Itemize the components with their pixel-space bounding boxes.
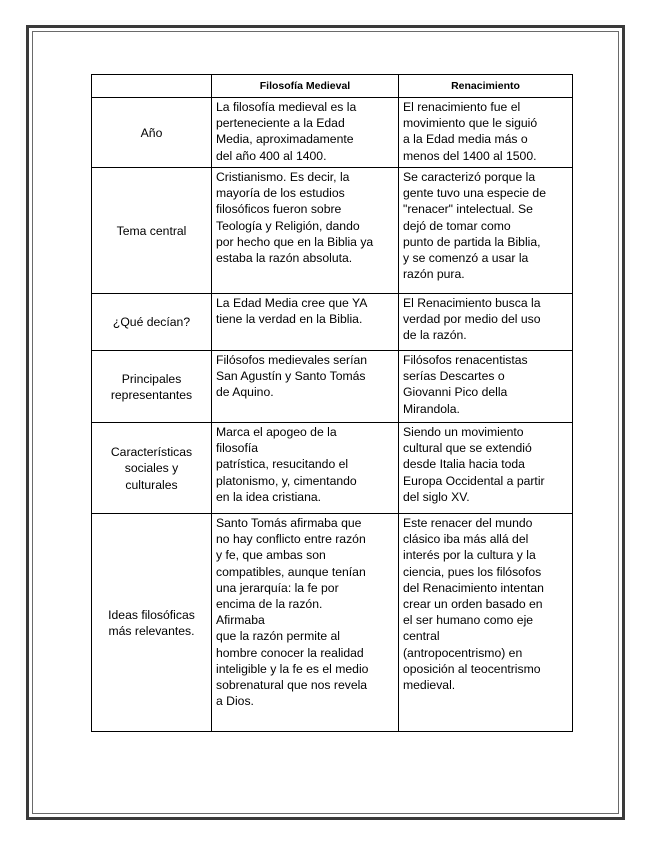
table-row xyxy=(92,351,573,423)
table-row xyxy=(92,168,573,294)
row-label: Año xyxy=(92,98,212,168)
renacimiento-cell: Filósofos renacentistas serías Descartes o Giovanni Pico della Mirandola. xyxy=(399,351,573,423)
renacimiento-cell: El renacimiento fue el movimiento que le siguió a la Edad media más o menos del 1400 al 1500. xyxy=(399,98,573,168)
header-medieval: Filosofía Medieval xyxy=(212,75,399,98)
table-row xyxy=(92,514,573,732)
renacimiento-cell: Siendo un movimiento cultural que se extendió desde Italia hacia toda Europa Occidental a partir del siglo XV. xyxy=(399,423,573,514)
row-label: Características sociales y culturales xyxy=(92,423,212,514)
medieval-cell: Marca el apogeo de la filosofía patrística, resucitando el platonismo, y, cimentando en la idea cristiana. xyxy=(212,423,399,514)
header-empty xyxy=(92,75,212,98)
table-row xyxy=(92,423,573,514)
medieval-cell: Filósofos medievales serían San Agustín y Santo Tomás de Aquino. xyxy=(212,351,399,423)
medieval-cell: Santo Tomás afirmaba que no hay conflicto entre razón y fe, que ambas son compatibles, aunque tenían una jerarquía: la fe por encima de la razón. Afirmaba que la razón permite al hombre conocer la realidad inteligible y la fe es el medio sobrenatural que nos revela a Dios. xyxy=(212,514,399,732)
table-row xyxy=(92,294,573,351)
medieval-cell: La filosofía medieval es la perteneciente a la Edad Media, aproximadamente del año 400 al 1400. xyxy=(212,98,399,168)
medieval-cell: Cristianismo. Es decir, la mayoría de los estudios filosóficos fueron sobre Teología y Religión, dando por hecho que en la Biblia ya estaba la razón absoluta. xyxy=(212,168,399,294)
renacimiento-cell: El Renacimiento busca la verdad por medio del uso de la razón. xyxy=(399,294,573,351)
renacimiento-cell: Este renacer del mundo clásico iba más allá del interés por la cultura y la ciencia, pues los filósofos del Renacimiento intentan crear un orden basado en el ser humano como eje central (antropocentrismo) en oposición al teocentrismo medieval. xyxy=(399,514,573,732)
renacimiento-cell: Se caracterizó porque la gente tuvo una especie de "renacer" intelectual. Se dejó de tomar como punto de partida la Biblia, y se comenzó a usar la razón pura. xyxy=(399,168,573,294)
row-label: Ideas filosóficas más relevantes. xyxy=(92,514,212,732)
medieval-cell: La Edad Media cree que YA tiene la verdad en la Biblia. xyxy=(212,294,399,351)
row-label: Principales representantes xyxy=(92,351,212,423)
header-renacimiento: Renacimiento xyxy=(399,75,573,98)
row-label: Tema central xyxy=(92,168,212,294)
table-row xyxy=(92,98,573,168)
table-header-row xyxy=(92,75,573,98)
comparison-table xyxy=(91,74,573,732)
row-label: ¿Qué decían? xyxy=(92,294,212,351)
